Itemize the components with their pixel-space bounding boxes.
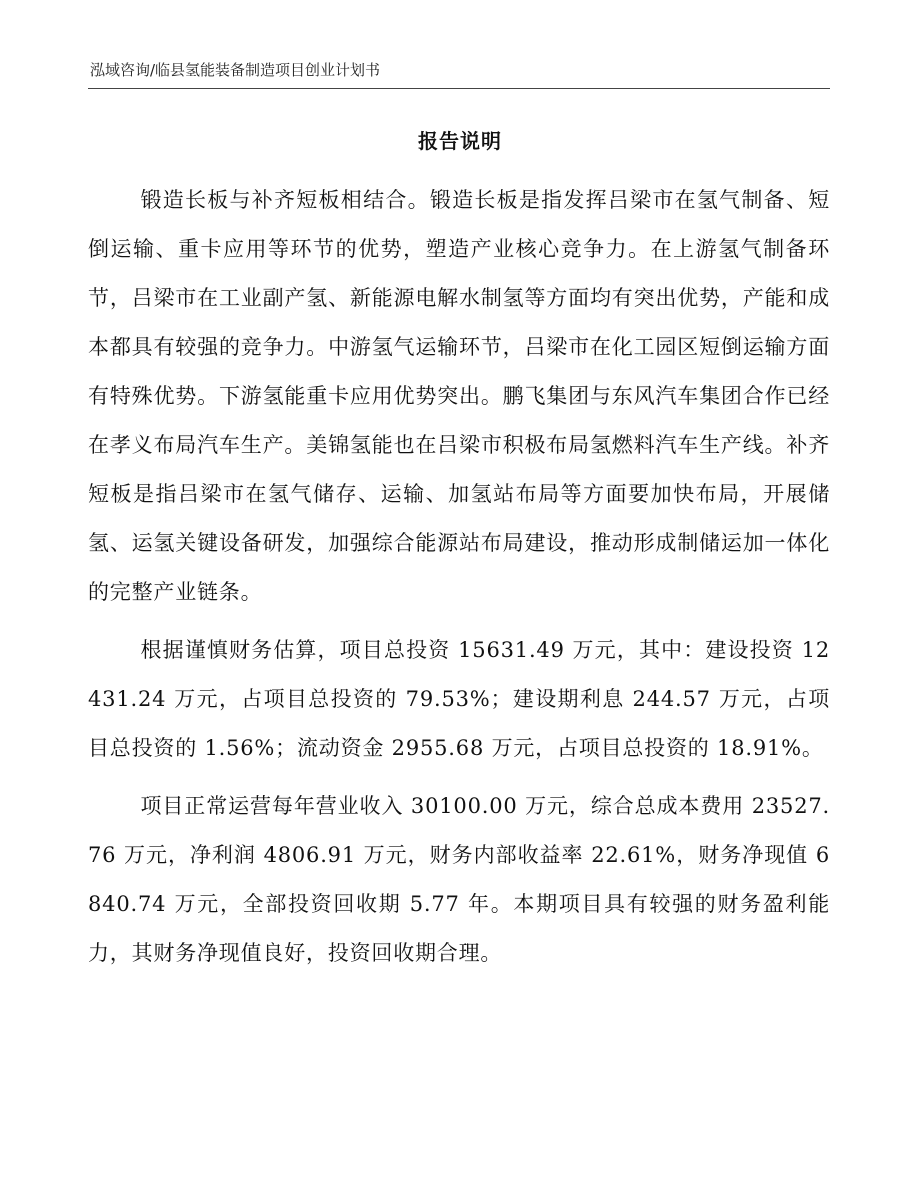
running-header: 泓域咨询/临县氢能装备制造项目创业计划书: [90, 61, 381, 79]
document-body: [88, 176, 830, 987]
paragraph-industry-strategy: 锻造长板与补齐短板相结合。锻造长板是指发挥吕梁市在氢气制备、短倒运输、重卡应用等环节的优势，塑造产业核心竞争力。在上游氢气制备环节，吕梁市在工业副产氢、新能源电解水制氢等方面均有突出优势，产能和成本都具有较强的竞争力。中游氢气运输环节，吕梁市在化工园区短倒运输方面有特殊优势。下游氢能重卡应用优势突出。鹏飞集团与东风汽车集团合作已经在孝义布局汽车生产。美锦氢能也在吕梁市积极布局氢燃料汽车生产线。补齐短板是指吕梁市在氢气储存、运输、加氢站布局等方面要加快布局，开展储氢、运氢关键设备研发，加强综合能源站布局建设，推动形成制储运加一体化的完整产业链条。: [88, 188, 830, 604]
header-divider: [88, 88, 830, 89]
paragraph-investment-estimate: 根据谨慎财务估算，项目总投资 15631.49 万元，其中：建设投资 12431.24 万元，占项目总投资的 79.53%；建设期利息 244.57 万元，占项目总投资的 1.56%；流动资金 2955.68 万元，占项目总投资的 18.91%。: [88, 638, 830, 760]
page-title: 报告说明: [418, 129, 502, 153]
paragraph-financial-performance: 项目正常运营每年营业收入 30100.00 万元，综合总成本费用 23527.76 万元，净利润 4806.91 万元，财务内部收益率 22.61%，财务净现值 6840.74 万元，全部投资回收期 5.77 年。本期项目具有较强的财务盈利能力，其财务净现值良好，投资回收期合理。: [88, 794, 830, 965]
